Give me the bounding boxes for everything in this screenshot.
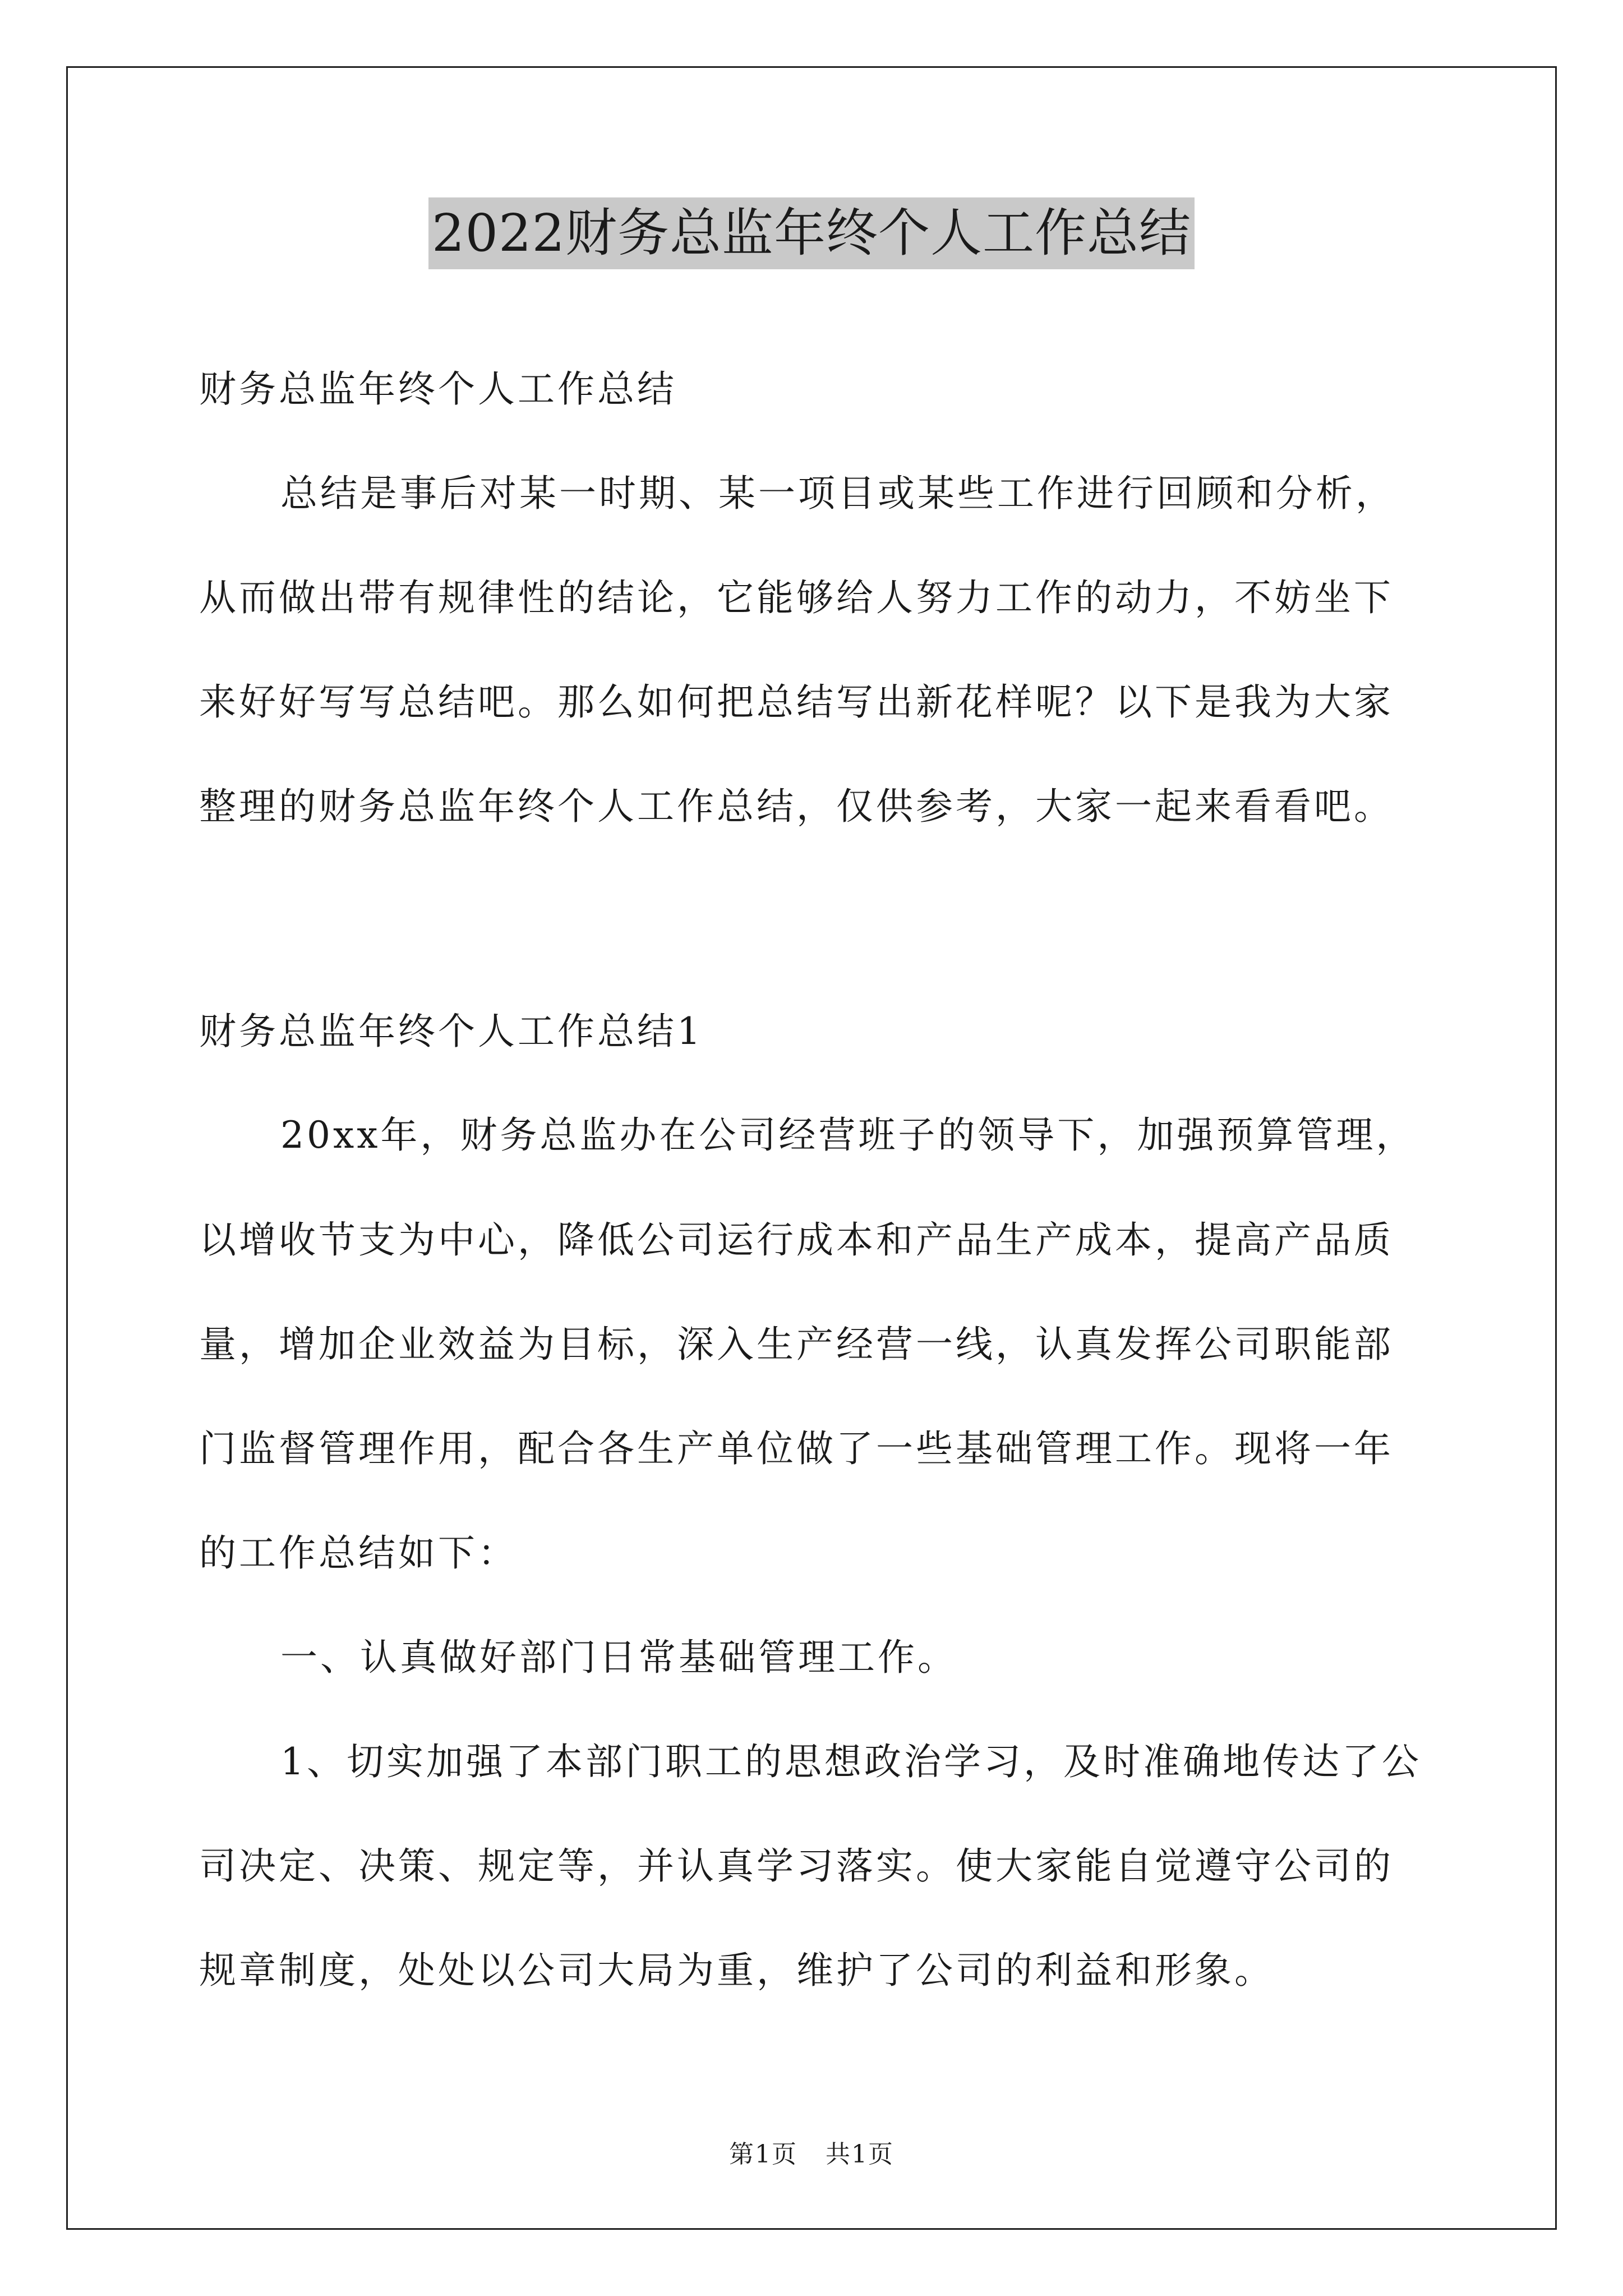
section1-heading: 财务总监年终个人工作总结1	[199, 1010, 703, 1053]
section1-para1-line-5: 的工作总结如下：	[199, 1531, 518, 1575]
intro-line-3: 来好好写写总结吧。那么如何把总结写出新花样呢？以下是我为大家	[199, 680, 1394, 724]
intro-line-1: 总结是事后对某一时期、某一项目或某些工作进行回顾和分析，	[280, 472, 1395, 515]
intro-line-4: 整理的财务总监年终个人工作总结，仅供参考，大家一起来看看吧。	[199, 785, 1394, 828]
section1-item1-line-3: 规章制度，处处以公司大局为重，维护了公司的利益和形象。	[199, 1949, 1274, 1992]
document-subtitle: 财务总监年终个人工作总结	[199, 367, 677, 411]
section1-item1-line-2: 司决定、决策、规定等，并认真学习落实。使大家能自觉遵守公司的	[199, 1844, 1394, 1888]
page-footer	[0, 2134, 1623, 2170]
page-total: 共1页	[826, 2140, 894, 2169]
page-number: 第1页	[729, 2140, 797, 2169]
section1-para1-line-3: 量，增加企业效益为目标，深入生产经营一线，认真发挥公司职能部	[199, 1323, 1394, 1366]
document-title: 2022财务总监年终个人工作总结	[428, 197, 1195, 269]
section1-para1-line-4: 门监督管理作用，配合各生产单位做了一些基础管理工作。现将一年	[199, 1427, 1394, 1470]
title-wrap	[0, 197, 1623, 269]
section1-para1-line-2: 以增收节支为中心，降低公司运行成本和产品生产成本，提高产品质	[199, 1218, 1394, 1262]
intro-line-2: 从而做出带有规律性的结论，它能够给人努力工作的动力，不妨坐下	[199, 576, 1394, 619]
section1-item-heading: 一、认真做好部门日常基础管理工作。	[280, 1636, 957, 1679]
section1-para1-line-1: 20xx年，财务总监办在公司经营班子的领导下，加强预算管理，	[280, 1114, 1416, 1157]
section1-item1-line-1: 1、切实加强了本部门职工的思想政治学习，及时准确地传达了公	[280, 1740, 1422, 1783]
